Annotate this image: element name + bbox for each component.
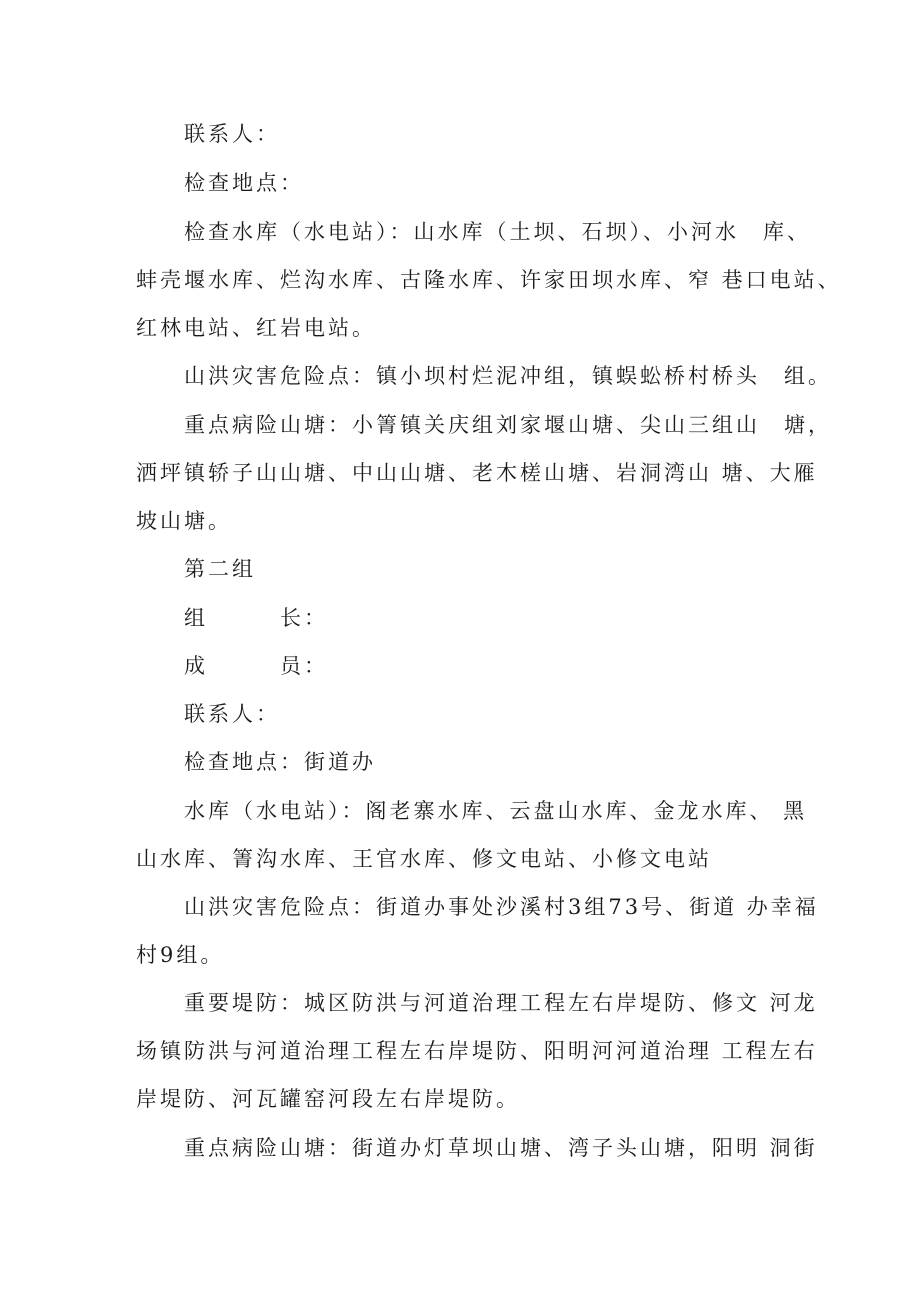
reservoirs-2-line-1: 水库（水电站）：阁老寨水库、云盘山水库、金龙水库、 黑 xyxy=(184,799,808,823)
reservoirs-line-2: 蚌壳堰水库、烂沟水库、古隆水库、许家田坝水库、窄 巷口电站、 xyxy=(136,268,842,292)
flood-hazard-line: 山洪灾害危险点：镇小坝村烂泥冲组，镇蜈蚣桥村桥头 组。 xyxy=(184,364,832,388)
contact-person-line-2: 联系人： xyxy=(184,702,280,726)
flood-hazard-2-line-2: 村9组。 xyxy=(136,943,225,967)
contact-person-line: 联系人： xyxy=(184,122,280,146)
levees-line-1: 重要堤防：城区防洪与河道治理工程左右岸堤防、修文 河龙 xyxy=(184,991,818,1015)
inspection-location-line-2: 检查地点：街道办 xyxy=(184,750,376,774)
reservoirs-2-line-2: 山水库、箐沟水库、王官水库、修文电站、小修文电站 xyxy=(136,847,712,871)
members-line: 成 员： xyxy=(184,654,328,678)
levees-line-3: 岸堤防、河瓦罐窑河段左右岸堤防。 xyxy=(136,1087,520,1111)
levees-line-2: 场镇防洪与河道治理工程左右岸堤防、阳明河河道治理 工程左右 xyxy=(136,1039,818,1063)
reservoirs-line-3: 红林电站、红岩电站。 xyxy=(136,316,376,340)
inspection-location-line: 检查地点： xyxy=(184,171,304,195)
flood-hazard-2-line-1: 山洪灾害危险点：街道办事处沙溪村3组73号、街道 办幸福 xyxy=(184,895,819,919)
reservoirs-line-1: 检查水库（水电站）：山水库（土坝、石坝）、小河水 库、 xyxy=(184,220,811,244)
group-leader-line: 组 长： xyxy=(184,606,328,630)
ponds-line-3: 坡山塘。 xyxy=(136,509,232,533)
ponds-2-line-1: 重点病险山塘：街道办灯草坝山塘、湾子头山塘，阳明 洞街 xyxy=(184,1136,818,1160)
ponds-line-1: 重点病险山塘：小箐镇关庆组刘家堰山塘、尖山三组山 塘， xyxy=(184,413,832,437)
group-two-heading: 第二组 xyxy=(184,557,256,581)
ponds-line-2: 洒坪镇轿子山山塘、中山山塘、老木槎山塘、岩洞湾山 塘、大雁 xyxy=(136,461,818,485)
